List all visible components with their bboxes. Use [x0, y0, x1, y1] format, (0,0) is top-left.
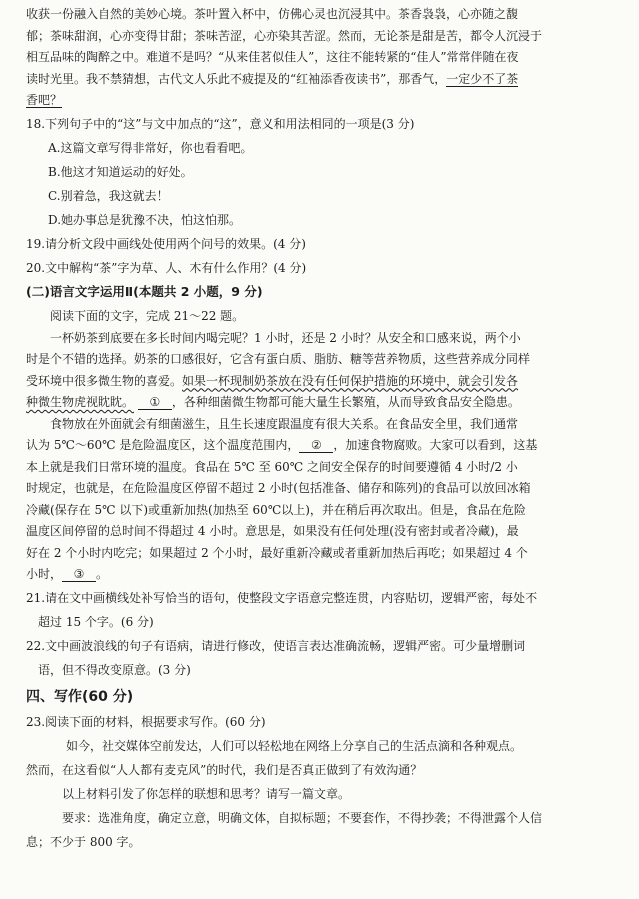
- passage-text: 小时，: [26, 567, 63, 581]
- question-22: 22.文中画波浪线的句子有语病，请进行修改，使语言表达准确流畅，逻辑严密。可少量增删词: [26, 638, 526, 653]
- section-title-language-2: (二)语言文字运用Ⅱ(本题共 2 小题，9 分): [26, 283, 263, 299]
- question-18: 18.下列句子中的“这”与文中加点的“这”，意义和用法相同的一项是(3 分): [26, 116, 415, 131]
- question-21-cont: 超过 15 个字。(6 分): [38, 614, 154, 629]
- writing-requirements: 要求：选准角度，确定立意，明确文体，自拟标题；不要套作，不得抄袭；不得泄露个人信: [62, 810, 543, 825]
- question-20: 20.文中解构“茶”字为草、人、木有什么作用？(4 分): [26, 260, 307, 275]
- passage-line: 好在 2 个小时内吃完；如果超过 2 个小时，最好重新冷藏或者重新加热后再吃；如果超过 4 个: [26, 545, 528, 560]
- passage-text: 。: [96, 567, 109, 581]
- option-c: C.别着急，我这就去！: [48, 188, 169, 203]
- underlined-sentence: 香吧？: [26, 93, 63, 107]
- passage-line: 郁；茶味甜润，心亦变得甘甜；茶味苦涩，心亦染其苦涩。然而，无论茶是甜是苦，都令人沉浸于: [26, 28, 543, 43]
- passage-line: 时是个不错的选择。奶茶的口感很好，它含有蛋白质、脂肪、糖等营养物质，这些营养成分同样: [26, 352, 531, 366]
- question-19: 19.请分析文段中画线处使用两个问号的效果。(4 分): [26, 236, 306, 251]
- blank-1: ①: [138, 395, 172, 410]
- option-a: A.这篇文章写得非常好，你也看看吧。: [48, 140, 253, 155]
- passage-line: 一杯奶茶到底要在多长时间内喝完呢？1 小时，还是 2 小时？从安全和口感来说，两个小: [50, 330, 521, 345]
- writing-material: 如今，社交媒体空前发达，人们可以轻松地在网络上分享自己的生活点滴和各种观点。: [66, 738, 523, 753]
- passage-line: [26, 371, 617, 393]
- reading-instruction: 阅读下面的文字，完成 21～22 题。: [50, 308, 245, 323]
- passage-milk-tea: [26, 328, 617, 586]
- question-22-cont: 语，但不得改变原意。(3 分): [38, 662, 191, 677]
- underlined-sentence: 一定少不了茶: [446, 71, 519, 86]
- option-d: D.她办事总是犹豫不决，怕这怕那。: [48, 212, 242, 227]
- passage-line: 本上就是我们日常环境的温度。食品在 5℃ 至 60℃ 之间安全保存的时间要遵循 4 小时/2 小: [26, 459, 518, 474]
- passage-top: [26, 4, 617, 112]
- passage-line: [26, 392, 617, 414]
- passage-line: 收获一份融入自然的美妙心境。茶叶置入杯中，仿佛心灵也沉浸其中。茶香袅袅，心亦随之馥: [26, 7, 519, 21]
- questions-18-20: [26, 112, 617, 280]
- question-23: 23.阅读下面的材料，根据要求写作。(60 分): [26, 714, 266, 729]
- passage-line: [26, 435, 617, 457]
- passage-text: 读时光里。我不禁猜想，古代文人乐此不疲提及的“红袖添香夜读书”，那香气，: [26, 71, 447, 86]
- writing-requirements: 息；不少于 800 字。: [26, 834, 141, 849]
- passage-line: 相互品味的陶醉之中。难道不是吗？“从来佳茗似佳人”，这往不能转紧的“佳人”常常伴随在夜: [26, 50, 519, 64]
- passage-text: ，各种细菌微生物都可能大量生长繁殖，从而导致食品安全隐患。: [171, 395, 520, 409]
- passage-line: [26, 69, 617, 91]
- passage-text: 受环境中很多微生物的喜爱。: [26, 373, 183, 388]
- blank-2: ②: [299, 438, 333, 453]
- section-title-writing: 四、写作(60 分): [26, 688, 134, 705]
- wavy-underlined-sentence: 种微生物虎视眈眈。: [26, 395, 135, 409]
- writing-prompt: 以上材料引发了你怎样的联想和思考？请写一篇文章。: [62, 786, 351, 801]
- blank-3: ③: [62, 567, 96, 582]
- passage-line: 冷藏(保存在 5℃ 以下)或重新加热(加热至 60℃以上)，并在稍后再次取出。但是，食品在危险: [26, 502, 526, 517]
- passage-text: 认为 5℃～60℃ 是危险温度区，这个温度范围内，: [26, 438, 300, 452]
- option-b: B.他这才知道运动的好处。: [48, 164, 193, 179]
- passage-text: ，加速食物腐败。大家可以看到，这基: [333, 438, 538, 452]
- writing-material: 然而，在这看似“人人都有麦克风”的时代，我们是否真正做到了有效沟通？: [26, 762, 423, 777]
- passage-line: 时规定，也就是，在危险温度区停留不超过 2 小时(包括准备、储存和陈列)的食品可以放回冰箱: [26, 481, 531, 495]
- question-21: 21.请在文中画横线处补写恰当的语句，使整段文字语意完整连贯，内容贴切，逻辑严密，每处不: [26, 590, 538, 605]
- passage-line: 食物放在外面就会有细菌滋生，且生长速度跟温度有很大关系。在食品安全里，我们通常: [50, 416, 519, 431]
- passage-line: [26, 90, 617, 112]
- passage-line: [26, 564, 617, 586]
- wavy-underlined-sentence: 如果一杯现制奶茶放在没有任何保护措施的环境中，就会引发各: [182, 373, 519, 388]
- passage-line: 温度区间停留的总时间不得超过 4 小时。意思是，如果没有任何处理(没有密封或者冷藏)，最: [26, 524, 519, 538]
- questions-21-22: [26, 586, 617, 682]
